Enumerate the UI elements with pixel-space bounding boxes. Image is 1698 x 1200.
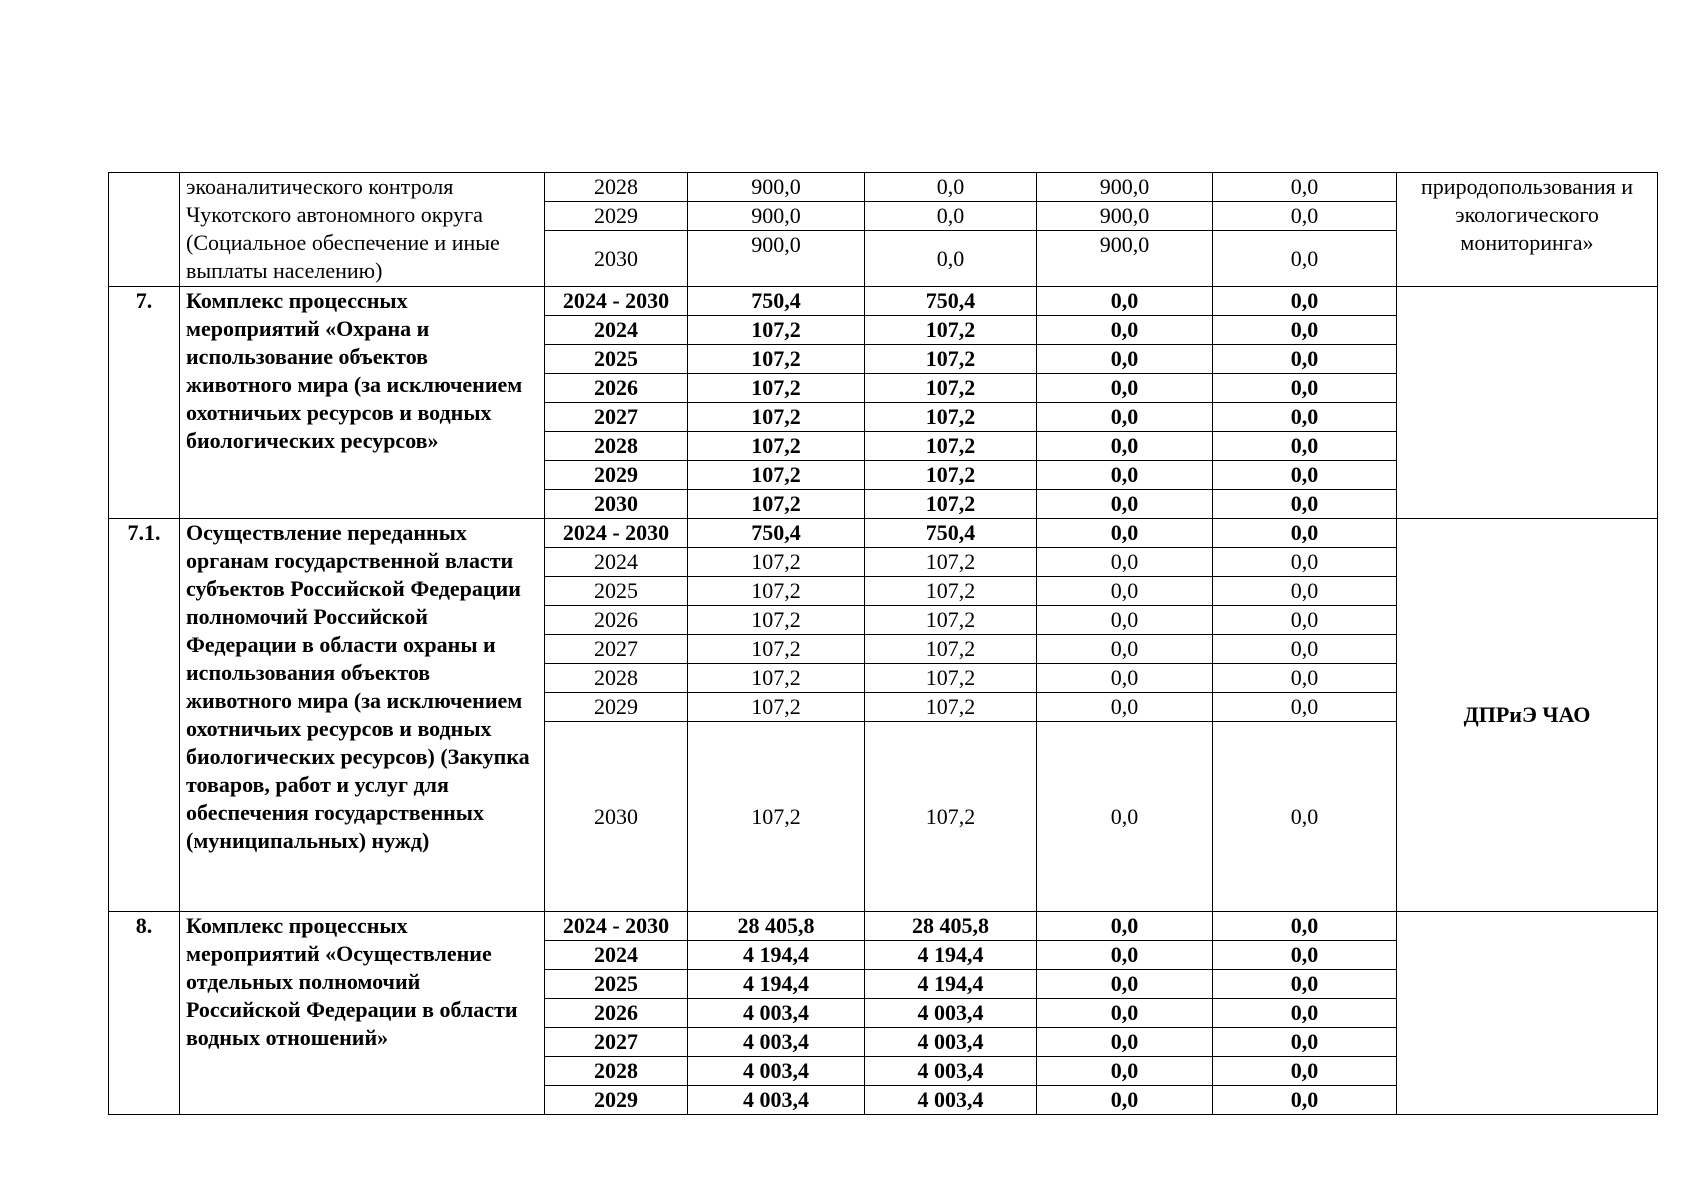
regional-cell: 0,0 [1037,912,1213,941]
year-cell: 2024 - 2030 [545,519,688,548]
other-cell: 0,0 [1213,316,1397,345]
federal-cell: 28 405,8 [865,912,1037,941]
regional-cell: 900,0 [1037,202,1213,231]
total-cell: 107,2 [688,577,865,606]
row-number: 7. [109,287,180,519]
regional-cell: 900,0 [1037,173,1213,202]
year-cell: 2027 [545,403,688,432]
regional-cell: 0,0 [1037,316,1213,345]
activity-name: Комплекс процессных мероприятий «Охрана и использование объектов животного мира (за исключением охотничьих ресурсов и водных биологических ресурсов» [180,287,545,519]
row-number: 7.1. [109,519,180,912]
regional-cell: 900,0 [1037,231,1213,287]
federal-cell: 4 194,4 [865,970,1037,999]
federal-cell: 107,2 [865,490,1037,519]
federal-cell: 750,4 [865,287,1037,316]
year-cell: 2025 [545,577,688,606]
regional-cell: 0,0 [1037,999,1213,1028]
other-cell: 0,0 [1213,999,1397,1028]
activity-name: экоаналитического контроля Чукотского автономного округа (Социальное обеспечение и иные выплаты населению) [180,173,545,287]
year-cell: 2024 - 2030 [545,912,688,941]
funding-table [108,172,1658,1115]
regional-cell: 0,0 [1037,970,1213,999]
regional-cell: 0,0 [1037,287,1213,316]
other-cell: 0,0 [1213,912,1397,941]
year-cell: 2025 [545,345,688,374]
other-cell: 0,0 [1213,287,1397,316]
other-cell: 0,0 [1213,577,1397,606]
federal-cell: 107,2 [865,722,1037,912]
federal-cell: 750,4 [865,519,1037,548]
year-cell: 2028 [545,664,688,693]
year-cell: 2030 [545,231,688,287]
regional-cell: 0,0 [1037,1028,1213,1057]
total-cell: 107,2 [688,374,865,403]
other-cell: 0,0 [1213,664,1397,693]
year-cell: 2024 [545,548,688,577]
year-cell: 2030 [545,490,688,519]
total-cell: 4 003,4 [688,1028,865,1057]
regional-cell: 0,0 [1037,1086,1213,1115]
year-cell: 2029 [545,1086,688,1115]
executor-cell [1397,287,1658,519]
federal-cell: 107,2 [865,403,1037,432]
other-cell: 0,0 [1213,970,1397,999]
total-cell: 107,2 [688,635,865,664]
year-cell: 2029 [545,202,688,231]
other-cell: 0,0 [1213,345,1397,374]
year-cell: 2029 [545,461,688,490]
total-cell: 107,2 [688,548,865,577]
total-cell: 107,2 [688,403,865,432]
federal-cell: 107,2 [865,345,1037,374]
other-cell: 0,0 [1213,1028,1397,1057]
other-cell: 0,0 [1213,231,1397,287]
federal-cell: 4 003,4 [865,1086,1037,1115]
year-cell: 2027 [545,635,688,664]
federal-cell: 107,2 [865,606,1037,635]
regional-cell: 0,0 [1037,432,1213,461]
year-cell: 2026 [545,999,688,1028]
federal-cell: 0,0 [865,231,1037,287]
row-number [109,173,180,287]
other-cell: 0,0 [1213,1086,1397,1115]
other-cell: 0,0 [1213,548,1397,577]
total-cell: 107,2 [688,490,865,519]
total-cell: 4 003,4 [688,999,865,1028]
federal-cell: 107,2 [865,577,1037,606]
year-cell: 2028 [545,1057,688,1086]
activity-name: Осуществление переданных органам государственной власти субъектов Российской Федерации полномочий Российской Федерации в области охраны и использования объектов животного мира (за исключением охотничьих ресурсов и водных биологических ресурсов) (Закупка товаров, работ и услуг для обеспечения государственных (муниципальных) нужд) [180,519,545,912]
year-cell: 2028 [545,173,688,202]
year-cell: 2025 [545,970,688,999]
federal-cell: 0,0 [865,202,1037,231]
total-cell: 107,2 [688,461,865,490]
regional-cell: 0,0 [1037,461,1213,490]
total-cell: 900,0 [688,231,865,287]
federal-cell: 107,2 [865,664,1037,693]
regional-cell: 0,0 [1037,403,1213,432]
regional-cell: 0,0 [1037,519,1213,548]
federal-cell: 4 003,4 [865,1028,1037,1057]
federal-cell: 107,2 [865,316,1037,345]
other-cell: 0,0 [1213,202,1397,231]
total-cell: 107,2 [688,693,865,722]
other-cell: 0,0 [1213,490,1397,519]
regional-cell: 0,0 [1037,577,1213,606]
federal-cell: 107,2 [865,432,1037,461]
regional-cell: 0,0 [1037,664,1213,693]
executor-cell: ДПРиЭ ЧАО [1397,519,1658,912]
year-cell: 2030 [545,722,688,912]
regional-cell: 0,0 [1037,490,1213,519]
year-cell: 2029 [545,693,688,722]
regional-cell: 0,0 [1037,722,1213,912]
regional-cell: 0,0 [1037,606,1213,635]
other-cell: 0,0 [1213,941,1397,970]
activity-name: Комплекс процессных мероприятий «Осуществление отдельных полномочий Российской Федерации в области водных отношений» [180,912,545,1115]
regional-cell: 0,0 [1037,374,1213,403]
federal-cell: 107,2 [865,461,1037,490]
other-cell: 0,0 [1213,374,1397,403]
regional-cell: 0,0 [1037,345,1213,374]
row-number: 8. [109,912,180,1115]
executor-cell [1397,912,1658,1115]
other-cell: 0,0 [1213,432,1397,461]
other-cell: 0,0 [1213,173,1397,202]
other-cell: 0,0 [1213,722,1397,912]
federal-cell: 107,2 [865,374,1037,403]
total-cell: 107,2 [688,606,865,635]
total-cell: 4 003,4 [688,1057,865,1086]
other-cell: 0,0 [1213,606,1397,635]
federal-cell: 4 003,4 [865,999,1037,1028]
total-cell: 107,2 [688,316,865,345]
other-cell: 0,0 [1213,1057,1397,1086]
total-cell: 750,4 [688,519,865,548]
total-cell: 750,4 [688,287,865,316]
regional-cell: 0,0 [1037,548,1213,577]
executor-cell: природопользования и экологического мониторинга» [1397,173,1658,287]
regional-cell: 0,0 [1037,941,1213,970]
year-cell: 2024 [545,941,688,970]
other-cell: 0,0 [1213,635,1397,664]
year-cell: 2024 [545,316,688,345]
regional-cell: 0,0 [1037,693,1213,722]
year-cell: 2026 [545,606,688,635]
year-cell: 2028 [545,432,688,461]
federal-cell: 0,0 [865,173,1037,202]
year-cell: 2027 [545,1028,688,1057]
total-cell: 107,2 [688,722,865,912]
federal-cell: 4 194,4 [865,941,1037,970]
other-cell: 0,0 [1213,461,1397,490]
other-cell: 0,0 [1213,693,1397,722]
regional-cell: 0,0 [1037,1057,1213,1086]
other-cell: 0,0 [1213,519,1397,548]
total-cell: 107,2 [688,432,865,461]
federal-cell: 107,2 [865,548,1037,577]
total-cell: 107,2 [688,664,865,693]
year-cell: 2024 - 2030 [545,287,688,316]
total-cell: 4 194,4 [688,970,865,999]
federal-cell: 107,2 [865,693,1037,722]
other-cell: 0,0 [1213,403,1397,432]
total-cell: 4 194,4 [688,941,865,970]
federal-cell: 107,2 [865,635,1037,664]
total-cell: 107,2 [688,345,865,374]
total-cell: 900,0 [688,202,865,231]
total-cell: 4 003,4 [688,1086,865,1115]
total-cell: 28 405,8 [688,912,865,941]
year-cell: 2026 [545,374,688,403]
regional-cell: 0,0 [1037,635,1213,664]
total-cell: 900,0 [688,173,865,202]
federal-cell: 4 003,4 [865,1057,1037,1086]
